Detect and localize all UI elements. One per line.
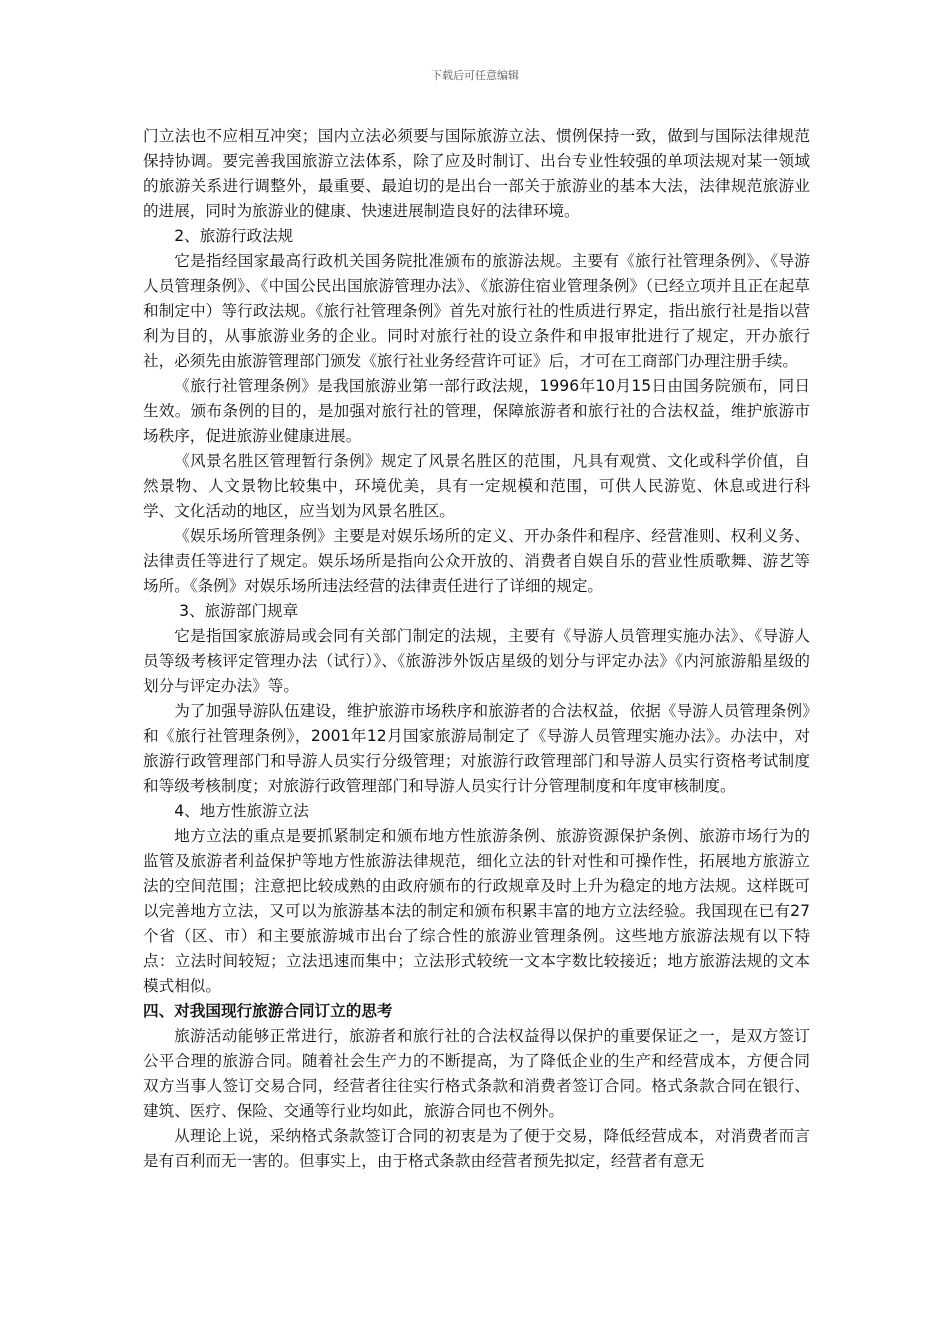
section-heading: 2、旅游行政法规 xyxy=(174,227,294,245)
paragraph: 从理论上说，采纳格式条款签订合同的初衷是为了便于交易，降低经营成本，对消费者而言是有百利而无一害的。但事实上，由于格式条款由经营者预先拟定，经营者有意无 xyxy=(143,1127,810,1170)
chapter-heading: 四、对我国现行旅游合同订立的思考 xyxy=(143,1002,393,1020)
page-header: 下载后可任意编辑 xyxy=(431,69,519,82)
section-heading: 4、地方性旅游立法 xyxy=(174,802,309,820)
section-heading: 3、旅游部门规章 xyxy=(174,602,299,620)
paragraph: 为了加强导游队伍建设，维护旅游市场秩序和旅游者的合法权益，依据《导游人员管理条例》和《旅行社管理条例》，2001年12月国家旅游局制定了《导游人员管理实施办法》。办法中，对旅游行政管理部门和导游人员实行分级管理；对旅游行政管理部门和导游人员实行资格考试制度和等级考核制度；对旅游行政管理部门和导游人员实行计分管理制度和年度审核制度。 xyxy=(143,702,810,795)
paragraph: 《风景名胜区管理暂行条例》规定了风景名胜区的范围，凡具有观赏、文化或科学价值，自然景物、人文景物比较集中，环境优美，具有一定规模和范围，可供人民游览、休息或进行科学、文化活动的地区，应当划为风景名胜区。 xyxy=(143,452,810,520)
paragraph: 地方立法的重点是要抓紧制定和颁布地方性旅游条例、旅游资源保护条例、旅游市场行为的监管及旅游者利益保护等地方性旅游法律规范，细化立法的针对性和可操作性，拓展地方旅游立法的空间范围；注意把比较成熟的由政府颁布的行政规章及时上升为稳定的地方法规。这样既可以完善地方立法，又可以为旅游基本法的制定和颁布积累丰富的地方立法经验。我国现在已有27个省（区、市）和主要旅游城市出台了综合性的旅游业管理条例。这些地方旅游法规有以下特点：立法时间较短；立法迅速而集中；立法形式较统一文本字数比较接近；地方旅游法规的文本模式相似。 xyxy=(143,827,810,995)
paragraph: 它是指国家旅游局或会同有关部门制定的法规，主要有《导游人员管理实施办法》、《导游人员等级考核评定管理办法（试行）》、《旅游涉外饭店星级的划分与评定办法》《内河旅游船星级的划分与评定办法》等。 xyxy=(143,627,810,695)
paragraph: 《旅行社管理条例》是我国旅游业第一部行政法规，1996年10月15日由国务院颁布，同日生效。颁布条例的目的，是加强对旅行社的管理，保障旅游者和旅行社的合法权益，维护旅游市场秩序，促进旅游业健康进展。 xyxy=(143,377,810,445)
paragraph: 门立法也不应相互冲突；国内立法必须要与国际旅游立法、惯例保持一致，做到与国际法律规范保持协调。要完善我国旅游立法体系，除了应及时制订、出台专业性较强的单项法规对某一领域的旅游关系进行调整外，最重要、最迫切的是出台一部关于旅游业的基本大法，法律规范旅游业的进展，同时为旅游业的健康、快速进展制造良好的法律环境。 xyxy=(143,127,810,220)
document-body xyxy=(143,124,810,1174)
paragraph: 它是指经国家最高行政机关国务院批准颁布的旅游法规。主要有《旅行社管理条例》、《导游人员管理条例》、《中国公民出国旅游管理办法》、《旅游住宿业管理条例》（已经立项并且正在起草和制定中）等行政法规。《旅行社管理条例》首先对旅行社的性质进行界定，指出旅行社是指以营利为目的，从事旅游业务的企业。同时对旅行社的设立条件和申报审批进行了规定，开办旅行社，必须先由旅游管理部门颁发《旅行社业务经营许可证》后，才可在工商部门办理注册手续。 xyxy=(143,252,810,370)
paragraph: 旅游活动能够正常进行，旅游者和旅行社的合法权益得以保护的重要保证之一，是双方签订公平合理的旅游合同。随着社会生产力的不断提高，为了降低企业的生产和经营成本，方便合同双方当事人签订交易合同，经营者往往实行格式条款和消费者签订合同。格式条款合同在银行、建筑、医疗、保险、交通等行业均如此，旅游合同也不例外。 xyxy=(143,1027,810,1120)
paragraph: 《娱乐场所管理条例》主要是对娱乐场所的定义、开办条件和程序、经营准则、权利义务、法律责任等进行了规定。娱乐场所是指向公众开放的、消费者自娱自乐的营业性质歌舞、游艺等场所。《条例》对娱乐场所违法经营的法律责任进行了详细的规定。 xyxy=(143,527,810,595)
